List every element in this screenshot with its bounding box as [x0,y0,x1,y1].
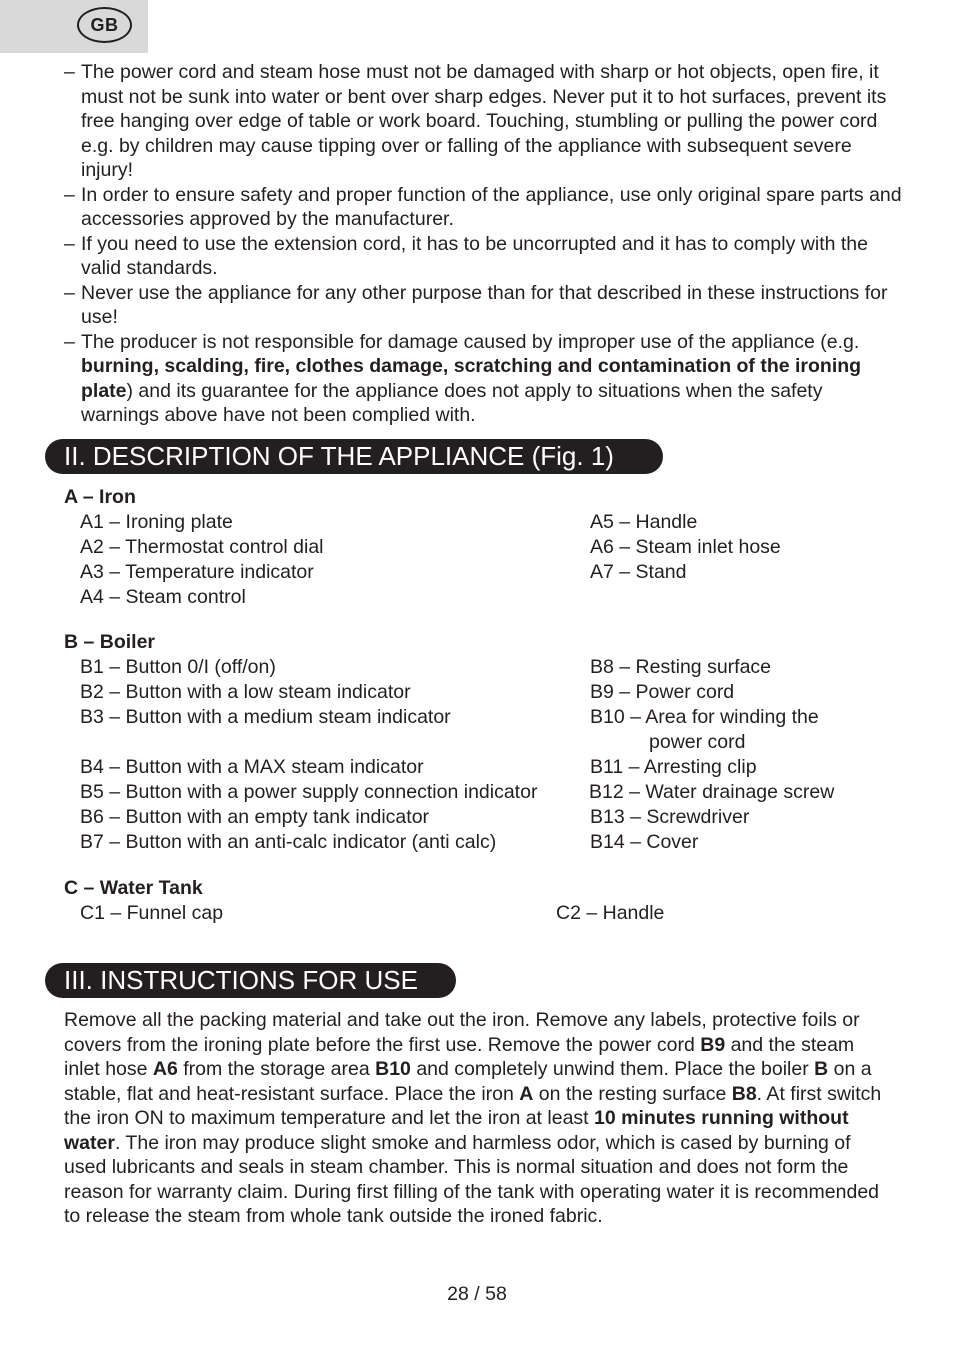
list-dash: – [64,330,75,353]
paragraph-bold: A6 [152,1058,178,1080]
group-title-boiler: B – Boiler [64,631,156,653]
language-badge: GB [77,7,132,43]
group-title-iron: A – Iron [64,486,136,508]
paragraph-bold: B9 [700,1033,726,1056]
paragraph-bold: B8 [731,1082,757,1105]
paragraph-bold: 10 minutes running without water [64,1107,849,1154]
page-number: 28 / 58 [447,1283,507,1305]
list-dash: – [64,281,75,304]
warning-text: Never use the appliance for any other purpose than for that described in these instructions for use! [81,281,888,328]
part-item: B5 – Button with a power supply connection indicator [80,781,538,803]
warning-text-part: ) and its guarantee for the appliance does not apply to situations when the safety warnings above have not been complied with. [81,379,823,426]
part-item: B10 – Area for winding the [590,706,819,728]
list-dash: – [64,61,75,83]
paragraph-text: . At first switch the iron ON to maximum temperature and let the iron at least [64,1082,882,1129]
warning-text: The power cord and steam hose must not be damaged with sharp or hot objects, open fire, it must not be sunk into water or bent over sharp edges. Never put it to hot surfaces, prevent its free hanging over edge of table or work board. Touching, stumbling or pulling the power cord e.g. by children may cause tipping over or falling of the appliance with subsequent severe injury! [81,61,887,181]
part-item: B7 – Button with an anti-calc indicator (anti calc) [80,831,497,853]
warning-item [64,60,904,183]
section-heading-description: II. DESCRIPTION OF THE APPLIANCE (Fig. 1) [45,439,663,474]
part-item: B4 – Button with a MAX steam indicator [80,756,424,778]
warning-item [64,183,904,232]
paragraph-text: on the resting surface [533,1082,732,1105]
part-item: B2 – Button with a low steam indicator [80,681,411,703]
part-item: B6 – Button with an empty tank indicator [80,806,430,828]
part-item: C2 – Handle [556,902,665,924]
paragraph-bold: A [519,1082,534,1105]
part-item: A1 – Ironing plate [80,511,233,533]
warning-text: In order to ensure safety and proper function of the appliance, use only original spare parts and accessories approved by the manufacturer. [81,183,902,230]
list-dash: – [64,232,75,255]
part-item: A6 – Steam inlet hose [590,536,781,558]
paragraph-text: on a stable, flat and heat-resistant surface. Place the iron [64,1058,872,1105]
paragraph-text: . The iron may produce slight smoke and harmless odor, which is cased by burning of used lubricants and seals in steam chamber. This is normal situation and does not form the reason for warranty claim. During first filling of the tank with operating water it is recommended to release the steam from whole tank outside the ironed fabric. [64,1131,880,1227]
warning-item [64,281,904,330]
part-item: A7 – Stand [590,561,687,583]
part-item: B3 – Button with a medium steam indicator [80,706,451,728]
warning-item [64,330,904,428]
group-title-water-tank: C – Water Tank [64,877,203,899]
instructions-paragraph [64,1008,894,1229]
part-item: B8 – Resting surface [590,656,772,678]
part-item: A2 – Thermostat control dial [80,536,324,558]
part-item: C1 – Funnel cap [80,902,224,924]
part-item: B1 – Button 0/I (off/on) [80,656,276,678]
warning-item [64,232,904,281]
section-heading-instructions: III. INSTRUCTIONS FOR USE [45,963,456,998]
paragraph-text: and the steam inlet hose [64,1033,855,1080]
part-item: A3 – Temperature indicator [80,561,314,583]
warning-text-bold: burning, scalding, fire, clothes damage, scratching and contamination of the ironing plate [81,355,862,402]
safety-warnings-list [64,60,904,428]
part-item: B11 – Arresting clip [590,756,757,778]
paragraph-text: Remove all the packing material and take out the iron. Remove any labels, protective foils or covers from the ironing plate before the first use. Remove the power cord [64,1009,860,1056]
part-item: B9 – Power cord [590,681,735,703]
part-item: B12 – Water drainage screw [589,781,835,803]
part-item-continuation: power cord [649,731,746,753]
part-item: B13 – Screwdriver [590,806,750,828]
part-item: A4 – Steam control [80,586,246,608]
list-dash: – [64,183,75,206]
paragraph-bold: B [814,1058,829,1080]
part-item: A5 – Handle [590,511,698,533]
paragraph-text: and completely unwind them. Place the boiler [410,1058,815,1080]
paragraph-bold: B10 [375,1058,411,1080]
corner-tab [0,0,148,53]
warning-text: If you need to use the extension cord, it has to be uncorrupted and it has to comply with the valid standards. [81,232,868,279]
warning-text-part: The producer is not responsible for damage caused by improper use of the appliance (e.g. [81,330,860,353]
part-item: B14 – Cover [590,831,699,853]
paragraph-text: from the storage area [177,1058,376,1080]
